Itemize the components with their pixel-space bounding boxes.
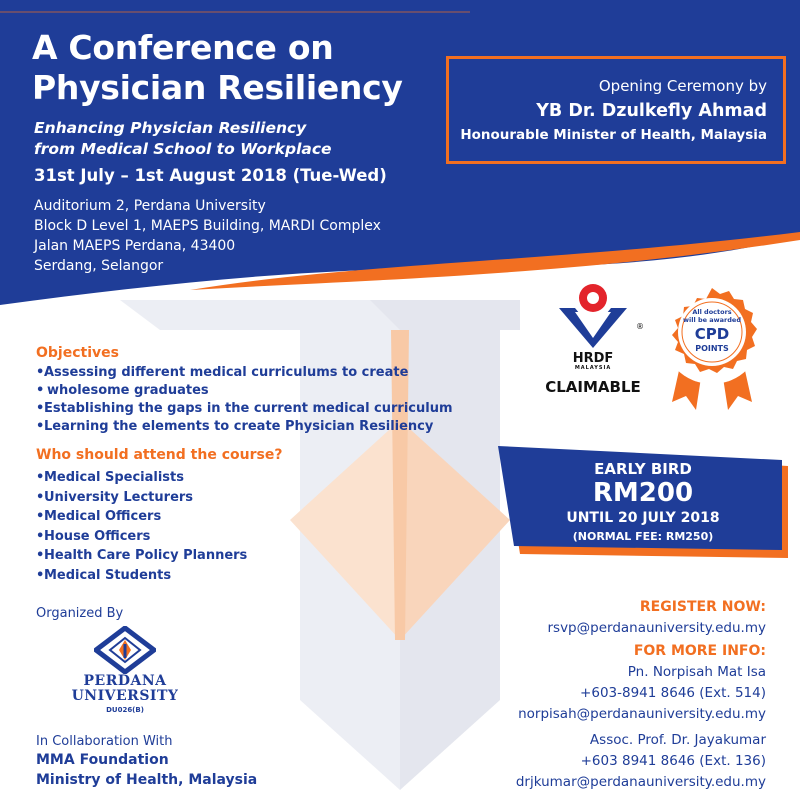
collaborator-mma: MMA Foundation	[36, 752, 169, 768]
list-item: • Learning the elements to create Physician Resiliency	[36, 418, 453, 436]
early-bird-deadline: UNTIL 20 JULY 2018	[566, 510, 720, 526]
hrdf-sub: MALAYSIA	[574, 365, 612, 371]
normal-fee: (NORMAL FEE: RM250)	[572, 530, 714, 543]
hrdf-logo-icon	[553, 282, 633, 352]
list-item: • Medical Specialists	[36, 468, 247, 488]
list-item: • wholesome graduates	[36, 382, 453, 400]
list-item: • Assessing different medical curriculums to create	[36, 364, 453, 382]
perdana-university-name: PERDANA UNIVERSITY	[71, 673, 179, 704]
opening-guest-title: Honourable Minister of Health, Malaysia	[460, 127, 767, 143]
early-bird-banner	[498, 446, 788, 558]
opening-ceremony-box	[446, 56, 786, 164]
register-heading: REGISTER NOW:	[639, 599, 766, 615]
list-item: • Establishing the gaps in the current medical curriculum	[36, 400, 453, 418]
hrdf-name: HRDF	[572, 351, 614, 366]
opening-label: Opening Ceremony by	[598, 77, 767, 95]
contact2-name: Assoc. Prof. Dr. Jayakumar	[589, 732, 766, 748]
list-item: • Medical Students	[36, 566, 247, 586]
contact1-email[interactable]: norpisah@perdanauniversity.edu.my	[518, 706, 766, 722]
contact2-email[interactable]: drjkumar@perdanauniversity.edu.my	[515, 774, 766, 790]
conference-title: A Conference on Physician Resiliency	[32, 28, 403, 107]
opening-guest-name: YB Dr. Dzulkefly Ahmad	[536, 101, 767, 121]
perdana-university-logo-icon	[94, 626, 156, 674]
objectives-list	[36, 364, 453, 436]
cpd-badge-text: All doctors will be awarded	[683, 308, 741, 324]
collaboration-label: In Collaboration With	[36, 734, 173, 749]
contact1-phone: +603-8941 8646 (Ext. 514)	[580, 685, 766, 701]
attendees-list	[36, 468, 247, 585]
hrdf-claimable: CLAIMABLE	[545, 378, 641, 396]
objectives-heading: Objectives	[36, 345, 119, 361]
conference-subtitle: Enhancing Physician Resiliency from Medical School to Workplace	[34, 119, 332, 158]
list-item: • House Officers	[36, 527, 247, 547]
list-item: • Health Care Policy Planners	[36, 546, 247, 566]
perdana-university-code: DU026(B)	[106, 706, 144, 714]
attendees-heading: Who should attend the course?	[36, 447, 283, 463]
list-item: • University Lecturers	[36, 488, 247, 508]
organized-by-label: Organized By	[36, 606, 124, 621]
registered-mark: ®	[636, 322, 644, 331]
collaborator-moh: Ministry of Health, Malaysia	[36, 772, 258, 788]
contact1-name: Pn. Norpisah Mat Isa	[627, 664, 766, 680]
cpd-big: CPD	[694, 325, 730, 343]
conference-dates: 31st July – 1st August 2018 (Tue-Wed)	[34, 166, 387, 185]
register-email[interactable]: rsvp@perdanauniversity.edu.my	[547, 620, 766, 636]
early-bird-price: RM200	[592, 478, 694, 508]
contact2-phone: +603 8941 8646 (Ext. 136)	[580, 753, 766, 769]
early-bird-label: EARLY BIRD	[594, 460, 692, 478]
info-heading: FOR MORE INFO:	[633, 643, 766, 659]
cpd-points: POINTS	[695, 344, 729, 353]
venue-address: Auditorium 2, Perdana University Block D Level 1, MAEPS Building, MARDI Complex Jalan MAEPS Perdana, 43400 Serdang, Selangor	[34, 198, 381, 274]
list-item: • Medical Officers	[36, 507, 247, 527]
